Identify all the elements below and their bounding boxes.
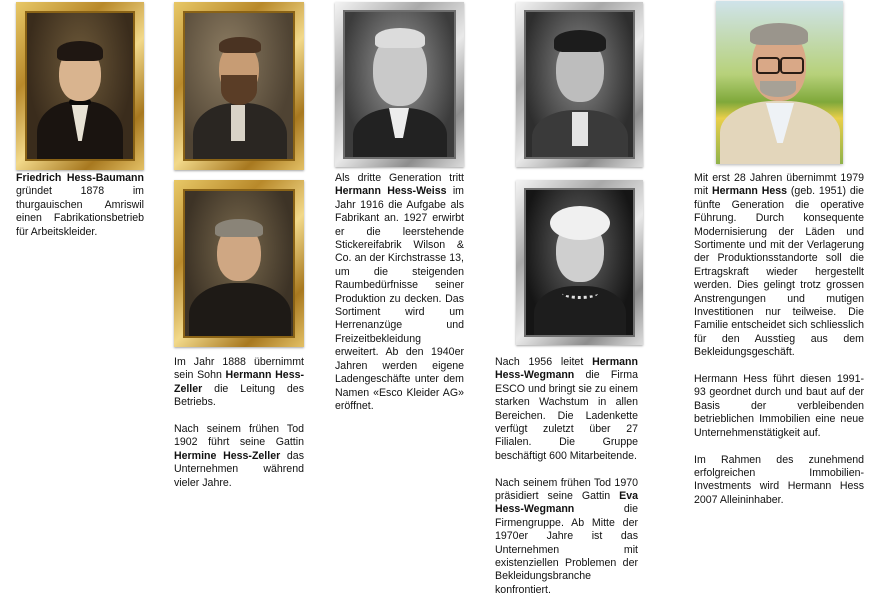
portrait-hermann-hess-weiss xyxy=(335,2,464,167)
paragraph xyxy=(174,423,304,490)
paragraph-text: Hermann Hess führt diesen 1991-93 geordnet durch und baut auf der Basis der verbleibenden betrieblichen Immobilien eine neue Unternehmenstätigkeit auf. xyxy=(694,373,864,439)
paragraph-text: gründet 1878 im thurgauischen Amriswil einen Fabrikationsbetrieb für Arbeitskleider. xyxy=(16,185,144,238)
paragraph-text: Nach seinem frühen Tod 1902 führt seine Gattin xyxy=(174,423,304,449)
portrait-hermann-hess-wegmann xyxy=(516,2,643,167)
paragraph-text: die Firmengruppe. Ab Mitte der 1970er Jahre ist das Unternehmen mit existenziellen Problemen der Bekleidungsbranche konfrontiert. xyxy=(495,503,638,596)
paragraph-text: die Leitung des Betriebs. xyxy=(174,382,304,409)
paragraph xyxy=(335,172,464,413)
person-name: Friedrich Hess-Baumann xyxy=(16,172,144,184)
paragraph-text: das Unternehmen während vieler Jahre. xyxy=(174,449,305,489)
paragraph xyxy=(174,356,304,410)
paragraph-text: die Firma ESCO und bringt sie zu einem starken Wachstum in allen Bereichen. Die Ladenkette verfügt zuletzt über 27 Filialen. Die Gruppe beschäftigt 600 Mitarbeitende. xyxy=(495,369,638,462)
person-name: Hermine Hess-Zeller xyxy=(174,449,281,462)
portrait-hermann-hess xyxy=(716,1,843,164)
person-name: Hermann Hess-Wegmann xyxy=(495,356,638,382)
person-name: Hermann Hess xyxy=(711,185,788,198)
portrait-hermann-hess-zeller xyxy=(174,2,304,170)
column-text-2 xyxy=(174,356,304,490)
column-text-1 xyxy=(16,172,144,239)
paragraph xyxy=(694,373,864,440)
person-name: Hermann Hess-Weiss xyxy=(335,185,447,198)
portrait-friedrich-hess-baumann xyxy=(16,2,144,170)
portrait-hermine-hess-zeller xyxy=(174,180,304,347)
column-text-4 xyxy=(495,356,638,597)
paragraph-text: Mit erst 28 Jahren übernimmt 1979 mit xyxy=(694,172,864,198)
paragraph xyxy=(495,477,638,597)
column-text-5 xyxy=(694,172,864,507)
person-name: Hermann Hess-Zeller xyxy=(174,369,305,395)
person-name: Eva Hess-Wegmann xyxy=(495,490,638,516)
column-text-3 xyxy=(335,172,464,413)
paragraph xyxy=(16,172,144,239)
paragraph-text: Im Rahmen des zunehmend erfolgreichen Immobilien-Investments wird Hermann Hess 2007 Alleininhaber. xyxy=(694,453,864,506)
paragraph-text: Nach seinem frühen Tod 1970 präsidiert seine Gattin xyxy=(495,476,638,503)
paragraph xyxy=(495,356,638,463)
portrait-eva-hess-wegmann xyxy=(516,180,643,345)
paragraph-text: im Jahr 1916 die Aufgabe als Fabrikant an. 1927 erwirbt er die leerstehende Stickereifabrik Wilson & Co. an der Kirchstrasse 13, um die steigenden Raumbedürfnisse seiner Produktion zu decken. Das Sortiment wird um Herrenanzüge und Freizeitbekleidung erweitert. Ab den 1940er Jahren werden eigene Ladengeschäfte unter dem Namen «Esco Kleider AG» eröffnet. xyxy=(335,185,464,412)
paragraph-text: Nach 1956 leitet xyxy=(495,356,593,368)
paragraph xyxy=(694,172,864,360)
paragraph xyxy=(694,454,864,508)
paragraph-text: (geb. 1951) die fünfte Generation die operative Führung. Durch konsequente Modernisierung der Läden und Sortimente und mit der Verlagerung der Produktionsstandorte soll die Ertragskraft wieder hergestellt werden. Dies gelingt trotz grossen Anstrengungen und mutigen Investitionen nur teilweise. Die Familie entscheidet sich schliesslich für den Ausstieg aus dem Bekleidungsgeschäft. xyxy=(694,185,864,359)
paragraph-text: Im Jahr 1888 übernimmt sein Sohn xyxy=(174,356,304,382)
paragraph-text: Als dritte Generation tritt xyxy=(335,172,464,184)
